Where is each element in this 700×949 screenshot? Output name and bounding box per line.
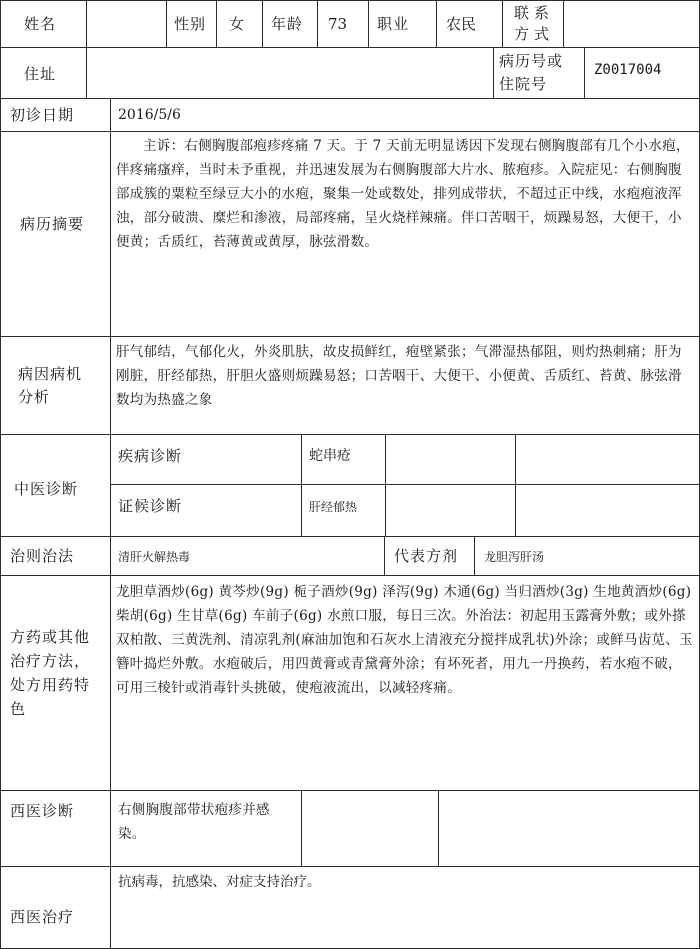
representative-formula-label: 代表方剂: [394, 547, 459, 565]
summary-label: 病历摘要: [20, 215, 85, 233]
tcm-diagnosis-label: 中医诊断: [14, 480, 79, 498]
syndrome-diagnosis-value: 肝经郁热: [309, 500, 358, 514]
rule: [474, 536, 475, 575]
rule: [384, 536, 385, 575]
western-diagnosis-value: 右侧胸腹部带状疱疹并感染。: [118, 802, 270, 842]
rule: [301, 790, 302, 866]
rule: [436, 0, 437, 47]
record-number-value: Z0017004: [594, 62, 662, 78]
name-label: 姓名: [24, 15, 57, 33]
rule: [0, 866, 700, 867]
etiology-label-line1: 病因病机: [18, 365, 83, 383]
prescription-label-line2: 治疗方法，: [10, 652, 91, 670]
age-label: 年龄: [271, 15, 304, 33]
rule: [0, 47, 700, 48]
treatment-principle-value: 清肝火解热毒: [118, 550, 191, 564]
first-visit-value: 2016/5/6: [118, 107, 181, 123]
prescription-text: 龙胆草酒炒(6g) 黄芩炒(9g) 栀子酒炒(9g) 泽泻(9g) 木通(6g) 当归酒炒(3g) 生地黄酒炒(6g) 柴胡(6g) 生甘草(6g) 车前子(6g) 水煎口服，每日三次。外治法：初起用玉露膏外敷；或外搽双柏散、三黄洗剂、清凉乳剂(麻油加饱和石灰水上清液充分搅拌成乳状)外涂；或鲜马齿苋、玉簪叶捣烂外敷。水疱破后，用四黄膏或青黛膏外涂；有坏死者，用九一丹换药，若水疱不破，可用三棱针或消毒针头挑破，使疱液流出，以减轻疼痛。: [116, 584, 693, 696]
treatment-principle-label: 治则治法: [10, 547, 75, 565]
record-number-label-line2: 住院号: [499, 75, 548, 93]
rule: [301, 434, 302, 536]
rule: [584, 47, 585, 98]
rule: [110, 98, 111, 949]
record-number-label-line1: 病历号或: [499, 52, 564, 70]
rule: [502, 0, 503, 47]
disease-diagnosis-value: 蛇串疮: [309, 448, 351, 464]
rule: [385, 434, 386, 536]
rule: [0, 536, 700, 537]
rule: [110, 484, 700, 485]
rule: [0, 575, 700, 576]
occupation-label: 职业: [377, 15, 410, 33]
occupation-value: 农民: [446, 15, 477, 33]
contact-label-line1: 联系: [514, 4, 555, 22]
western-treatment-label: 西医治疗: [10, 908, 75, 926]
prescription-label-line1: 方药或其他: [10, 628, 91, 646]
gender-label: 性别: [174, 15, 207, 33]
rule: [563, 0, 564, 47]
address-label: 住址: [24, 65, 57, 83]
disease-diagnosis-label: 疾病诊断: [118, 447, 183, 465]
western-treatment-value: 抗病毒，抗感染、对症支持治疗。: [118, 874, 321, 890]
western-diagnosis-label: 西医诊断: [10, 802, 75, 820]
rule: [0, 0, 1, 949]
rule: [0, 0, 700, 1]
first-visit-label: 初诊日期: [10, 106, 75, 124]
rule: [317, 0, 318, 47]
rule: [368, 0, 369, 47]
rule: [493, 47, 494, 98]
rule: [0, 131, 700, 132]
rule: [216, 0, 217, 47]
contact-label-line2: 方式: [514, 25, 555, 43]
age-value: 73: [328, 15, 348, 33]
summary-text: 主诉：右侧胸腹部疱疹疼痛 7 天。于 7 天前无明显诱因下发现右侧胸腹部有几个小水疱，伴疼痛瘙痒，当时未予重视，并迅速发展为右侧胸腹部大片水、脓疱疹。入院症见：右侧胸腹部成簇的粟粒至绿豆大小的水疱，聚集一处或数处，排列成带状，不超过正中线，水疱疱液浑浊，部分破溃、糜烂和渗液，局部疼痛，呈火烧样辣痛。伴口苦咽干，烦躁易怒，大便干，小便黄；舌质红，苔薄黄或黄厚，脉弦滑数。: [116, 138, 690, 250]
etiology-label-line2: 分析: [18, 388, 51, 406]
rule: [0, 790, 700, 791]
rule: [0, 336, 700, 337]
rule: [438, 790, 439, 866]
rule: [0, 434, 700, 435]
prescription-label-line4: 色: [10, 700, 27, 718]
etiology-text: 肝气郁结，气郁化火，外炎肌肤，故皮损鲜红，疱壁紧张；气滞湿热郁阻，则灼热刺痛；肝为刚脏，肝经郁热，肝胆火盛则烦躁易怒；口苦咽干、大便干、小便黄、舌质红、苔黄、脉弦滑数均为热盛之象: [116, 344, 682, 408]
rule: [515, 434, 516, 536]
representative-formula-value: 龙胆泻肝汤: [484, 550, 545, 564]
gender-value: 女: [229, 15, 245, 33]
prescription-label-line3: 处方用药特: [10, 676, 91, 694]
rule: [0, 98, 700, 99]
rule: [166, 0, 167, 47]
rule: [262, 0, 263, 47]
rule: [86, 0, 87, 98]
syndrome-diagnosis-label: 证候诊断: [118, 497, 183, 515]
